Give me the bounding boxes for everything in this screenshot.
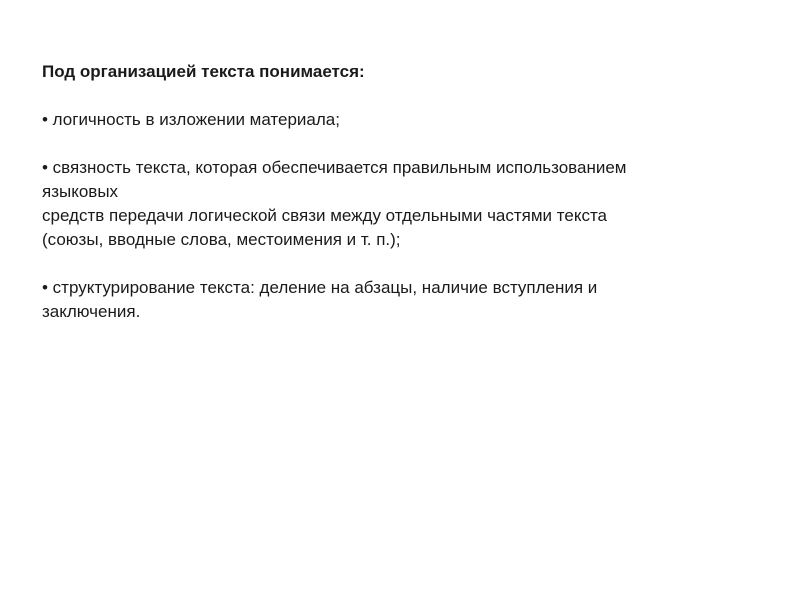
bullet-item-coherence-line-3: средств передачи логической связи между отдельными частями текста bbox=[42, 206, 608, 225]
bullet-item-coherence-line-4: (союзы, вводные слова, местоимения и т. п.); bbox=[42, 230, 401, 249]
slide-heading: Под организацией текста понимается: bbox=[42, 62, 365, 81]
bullet-item-coherence-line-1: • связность текста, которая обеспечивается правильным использованием bbox=[42, 158, 627, 177]
bullet-item-coherence-line-2: языковых bbox=[42, 182, 119, 201]
bullet-item-structuring-line-2: заключения. bbox=[42, 302, 141, 321]
bullet-item-coherence bbox=[42, 156, 752, 252]
bullet-item-structuring bbox=[42, 276, 752, 324]
bullet-item-logic-line-1: • логичность в изложении материала; bbox=[42, 110, 340, 129]
slide-content bbox=[42, 60, 752, 324]
bullet-item-structuring-line-1: • структурирование текста: деление на абзацы, наличие вступления и bbox=[42, 278, 598, 297]
bullet-item-logic bbox=[42, 108, 752, 132]
